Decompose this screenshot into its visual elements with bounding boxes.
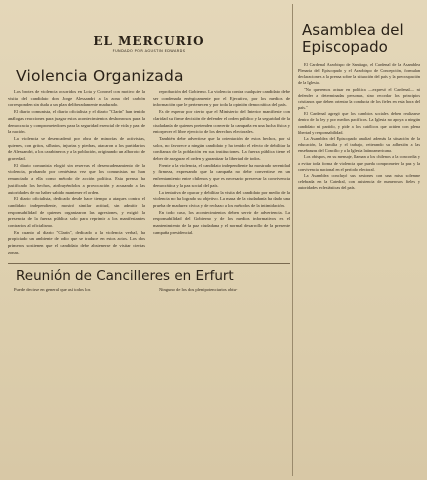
right-column — [298, 6, 420, 191]
paragraph: "No queremos actuar en política —expresó el Cardenal— ni defender a determinadas personas, sino recordar los principios cristianos que deben orientar la conducta de los fieles en esta hora del país." — [298, 86, 420, 111]
paragraph: El Cardenal agregó que los cambios sociales deben realizarse dentro de la ley y por medios pacíficos. La Iglesia no apoya a ningún candidato ni partido, y pide a los católicos que actúen con plena libertad y responsabilidad. — [298, 111, 420, 135]
paragraph: La tentativa de opacar y debilitar la visita del candidato por medio de la violencia no ha logrado su objetivo. La masa de la ciudadanía ha dado una prueba de madurez cívica y de rechazo a los métodos de la intimidación. — [153, 189, 290, 208]
paragraph: El diario comunista, el diario oficialista y el diario "Clarín" han tenido análogas reacciones para juzgar estos acontecimientos deshonrosos para la democracia y comprometedores para la seguridad esencial de vida y paz de la nación. — [8, 109, 145, 135]
paragraph: El Cardenal Arzobispo de Santiago, el Cardenal de la Asamblea Plenaria del Episcopado y el Arzobispo de Concepción, formulan declaraciones a la prensa sobre la situación del país y la preocupación de la Iglesia. — [298, 62, 420, 86]
paragraph: Frente a la violencia, el candidato independiente ha mostrado serenidad y firmeza, expresando que la campaña no debe convertirse en un enfrentamiento entre chilenos y que es necesario preservar la convivencia democrática y la paz social del país. — [153, 162, 290, 188]
article-column-1 — [8, 89, 145, 257]
paragraph: En cuanto al diario "Clarín", dedicado a la violencia verbal, ha propiciado un ambiente de odio que se traduce en estos actos. Los dos primeros sostienen que el candidato debe abstenerse de visitar ciertas zonas. — [8, 229, 145, 255]
bottom-article-body — [8, 287, 290, 294]
paragraph: La Asamblea concluyó sus sesiones con una misa solemne celebrada en la Catedral, con asistencia de numerosos fieles y autoridades eclesiásticas del país. — [298, 172, 420, 191]
paragraph: reprobación del Gobierno. La violencia contra cualquier candidato debe ser condenada enérgicamente por el Ejecutivo, por los medios de información que le pertenecen y por toda la opinión democrática del país. — [153, 89, 290, 108]
paragraph: Ninguno de los dos plenipotenciarios obtu- — [159, 286, 238, 292]
section-divider — [8, 263, 290, 264]
column-divider — [292, 4, 293, 476]
main-column — [8, 6, 290, 293]
paragraph: La violencia se desencadenó por obra de minorías de activistas, quienes, con gritos, silbatos, injurias y piedras, atacaron a los partidarios de Alessandri, a los carabineros y a la población, originando un alboroto de gravedad. — [8, 135, 145, 162]
paragraph: También debe advertirse que la orientación de estos hechos, por sí solos, no favorece a ningún candidato y ha tenido el efecto de debilitar la confianza de la población en sus instituciones. La fuerza pública tiene el deber de asegurar el orden y garantizar la libertad de todos. — [153, 135, 290, 162]
paragraph: Puede decirse en general que así todos los — [14, 286, 91, 292]
right-headline: Asamblea del Episcopado — [302, 21, 404, 56]
main-headline: Violencia Organizada — [16, 67, 184, 85]
paragraph: En todo caso, los acontecimientos deben servir de advertencia. La responsabilidad del Gobierno y de los medios informativos es el mantenimiento de la paz ciudadana y el normal desarrollo de la presente campaña presidencial. — [153, 209, 290, 235]
bottom-headline: Reunión de Cancilleres en Erfurt — [16, 267, 234, 284]
main-article-body — [8, 89, 290, 257]
paragraph: La Asamblea del Episcopado analizó además la situación de la educación, la familia y el trabajo, reiterando su adhesión a las enseñanzas del Concilio y a la Iglesia latinoamericana. — [298, 135, 420, 154]
paragraph: Los obispos, en su mensaje, llaman a los chilenos a la concordia y a evitar toda forma de violencia que pueda comprometer la paz y la convivencia nacional en el período electoral. — [298, 154, 420, 172]
paragraph: El diario comunista elogió sin reservas el desencadenamiento de la violencia, probando por centésima vez que los comunistas no han renunciado a ella como método de acción política. Esta prensa ha justificado los hechos, atribuyéndolos a provocación y acusando a las autoridades de no haber sabido mantener el orden. — [8, 162, 145, 195]
masthead-subtitle: FUNDADO POR AGUSTIN EDWARDS — [112, 49, 186, 53]
article-column-2 — [153, 89, 290, 257]
right-article-body — [298, 62, 420, 191]
paragraph: Los brotes de violencia ocurridos en Lota y Coronel con motivo de la visita del candidato don Jorge Alessandri a la zona del carbón corresponden sin duda a un plan deliberadamente madurado. — [8, 89, 145, 108]
paragraph: Es de esperar por cierto que el Ministerio del Interior manifieste con claridad su firme decisión de defender el orden público y la seguridad de la ciudadanía de quienes pretenden convertir la campaña en una lucha física y entorpecer el libre ejercicio de los derechos electorales. — [153, 109, 290, 135]
masthead-title: EL MERCURIO — [93, 34, 205, 48]
paragraph: El diario oficialista, dedicado desde hace tiempo a ataques contra el candidato independiente, mostró similar actitud, sin admitir la responsabilidad de quienes organizaron las agresiones, y exigió la presencia de la fuerza pública solo para reprimir a los manifestantes contrarios al oficialismo. — [8, 196, 145, 229]
